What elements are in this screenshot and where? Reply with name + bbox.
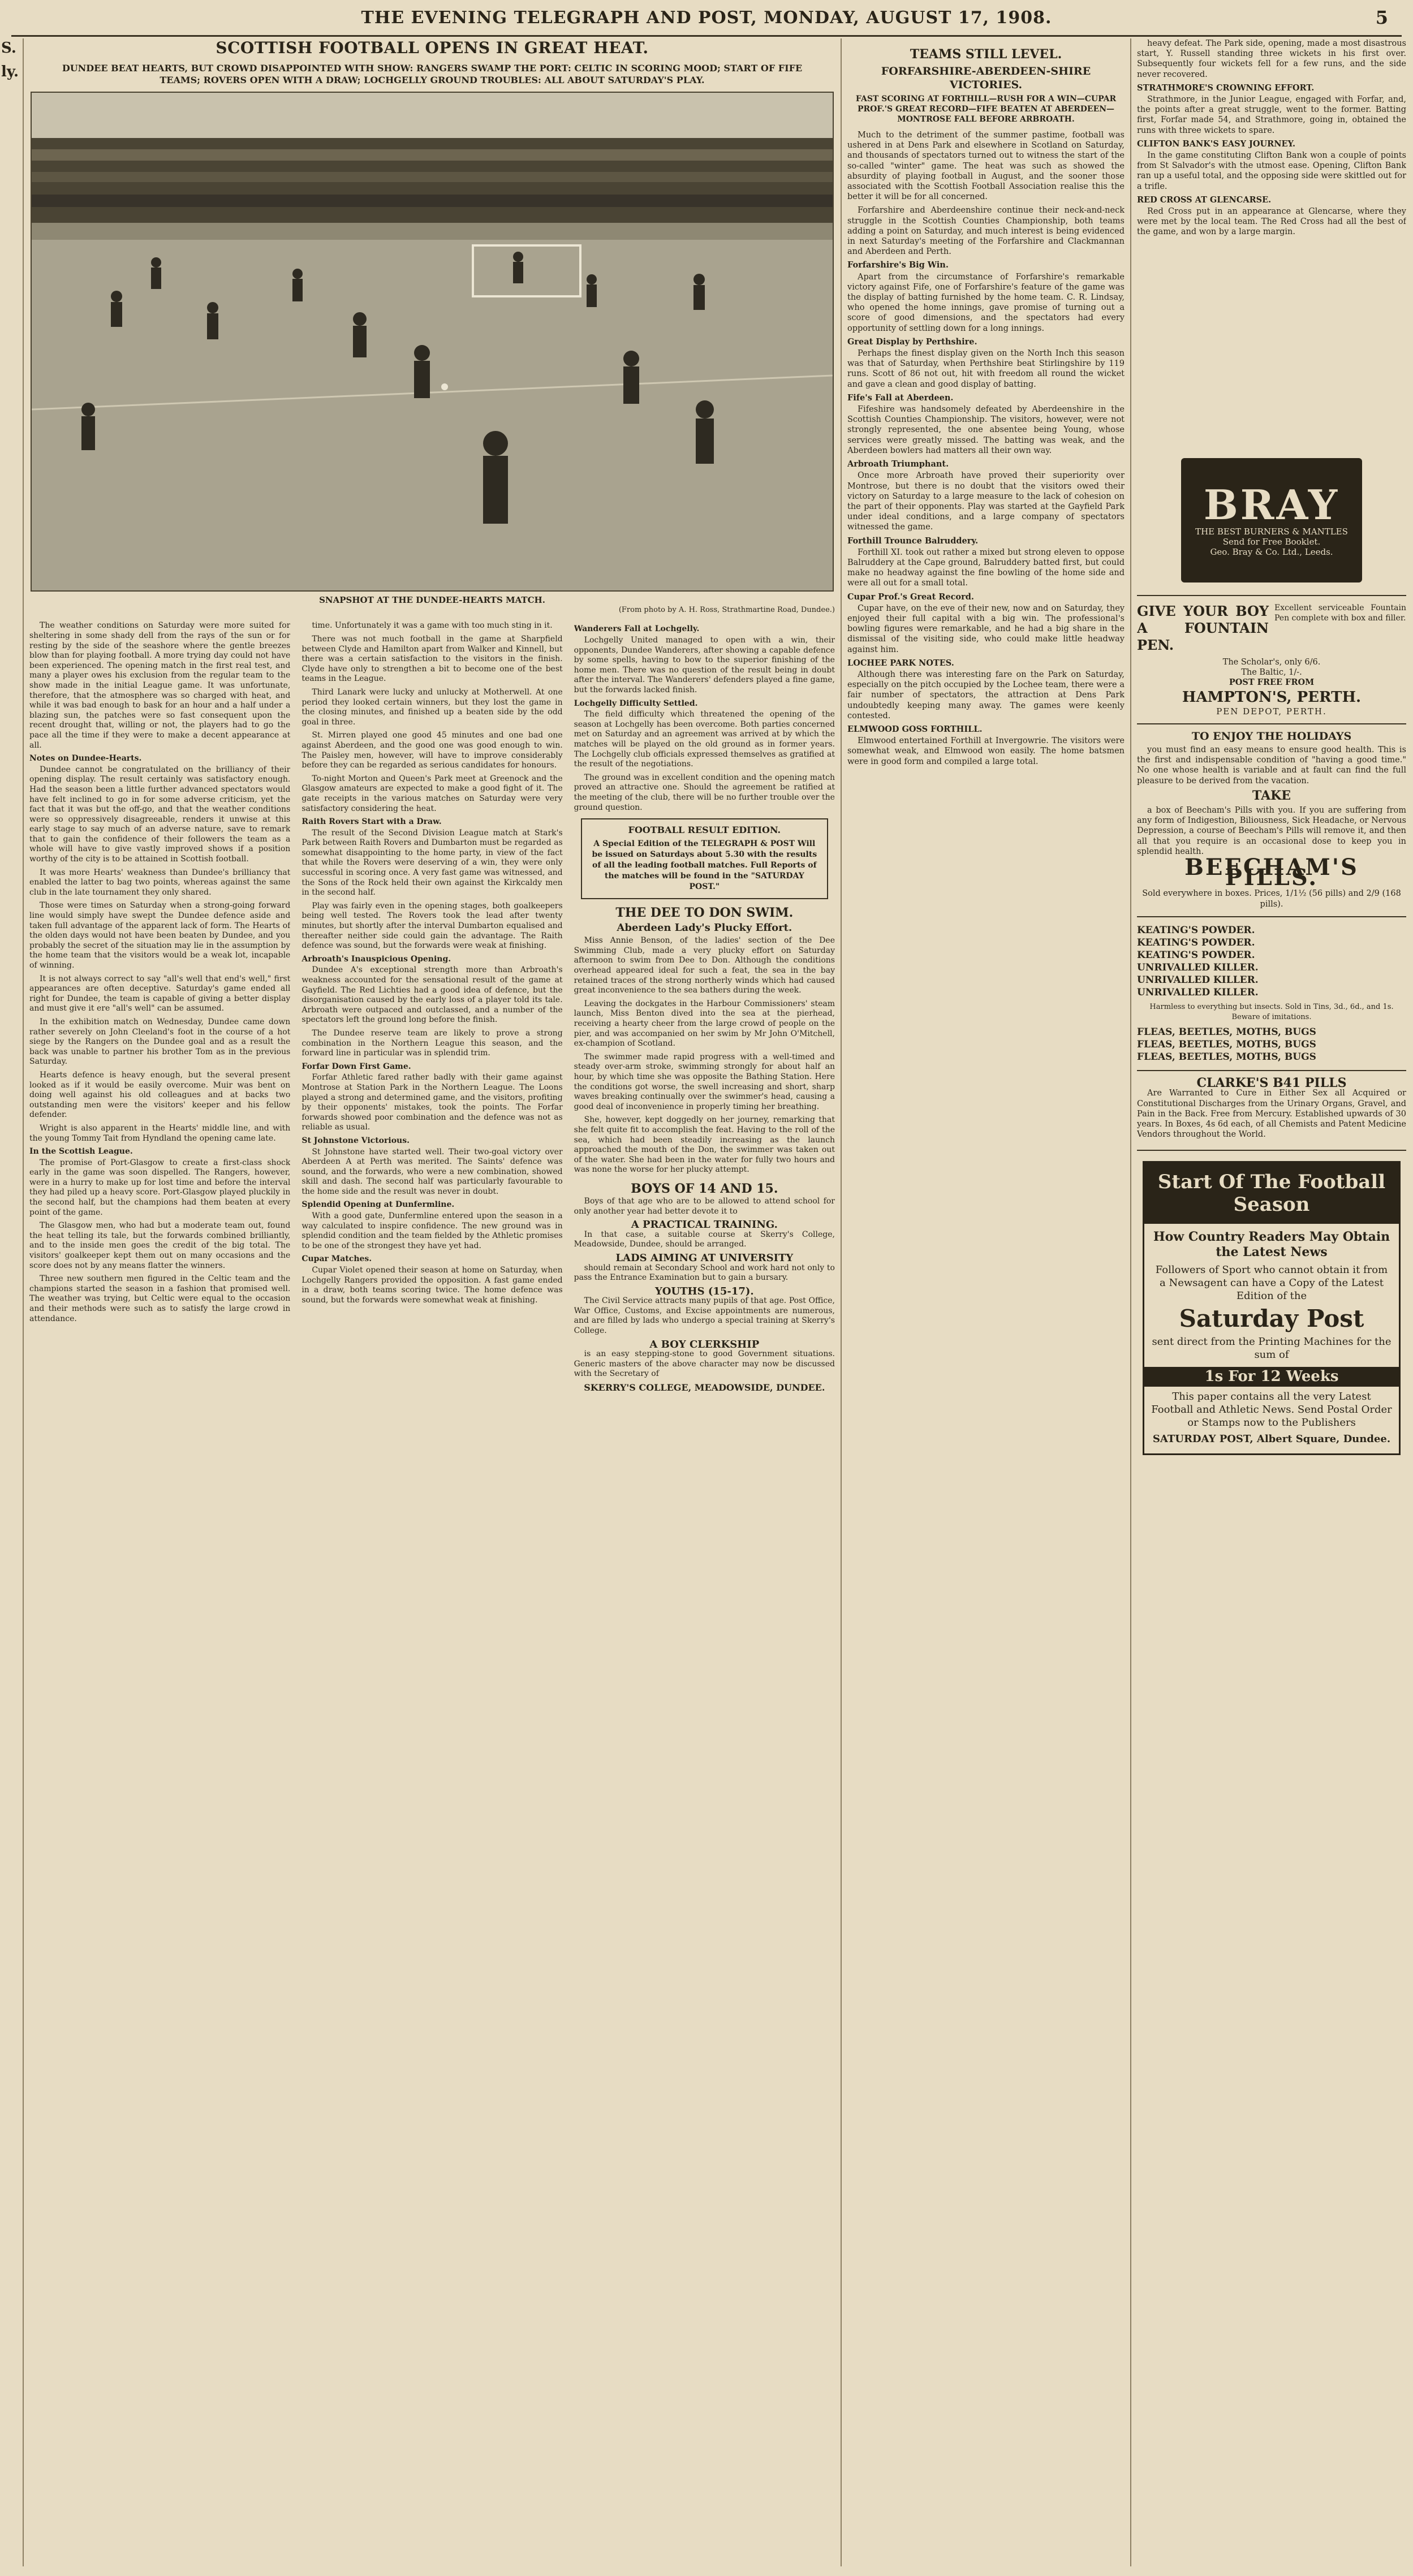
article-paragraph: Forthill XI. took out rather a mixed but strong eleven to oppose Balruddery at the Cape ground, Balruddery batted first, but could make no headway against the fine bowling of the home side and were all out for a small total. bbox=[847, 547, 1125, 588]
fountain-pen-ad bbox=[1137, 596, 1406, 724]
saturday-post-body1: Followers of Sport who cannot obtain it from a Newsagent can have a Copy of the Latest Edition of the bbox=[1155, 1264, 1388, 1302]
university-para: should remain at Secondary School and work hard not only to pass the Entrance Examination but to gain a bursary. bbox=[574, 1263, 835, 1283]
section-subhead: RED CROSS AT GLENCARSE. bbox=[1137, 195, 1272, 205]
bray-line2: Send for Free Booklet. bbox=[1222, 537, 1321, 547]
right-column bbox=[1137, 38, 1406, 2566]
pen-ad-name: The Scholar's, only 6/6. bbox=[1222, 658, 1321, 667]
article-paragraph: Lochgelly United managed to open with a win, their opponents, Dundee Wanderers, after showing a capable defence by some spells, having to bow to the superior finishing of the home men. There was no question of the result being in doubt after the interval. The Wanderers' defenders played a fine game, but the forwards lacked finish. bbox=[574, 636, 835, 694]
main-story bbox=[29, 38, 835, 2566]
pen-ad-shop: HAMPTON'S, PERTH. bbox=[1182, 688, 1362, 706]
page-number: 5 bbox=[1375, 7, 1388, 28]
keating-line: UNRIVALLED KILLER. bbox=[1137, 986, 1259, 998]
article-paragraph: The field difficulty which threatened the opening of the season at Lochgelly has been overcome. Both parties concerned met on Saturday and an agreement was arrived at by which the matches will be played on the old ground as in former years. The Lochgelly club officials expressed themselves as gratified at the result of the negotiations. bbox=[574, 710, 835, 769]
saturday-post-price: 1s For 12 Weeks bbox=[1144, 1367, 1399, 1386]
article-paragraph: time. Unfortunately it was a game with too much sting in it. bbox=[312, 621, 553, 631]
swim-subhead: Aberdeen Lady's Plucky Effort. bbox=[617, 921, 792, 934]
article-paragraph: Dundee A's exceptional strength more than Arbroath's weakness accounted for the sensational result of the game at Gayfield. The Red Lichties had a good idea of defence, but the disorganisation caused by the early loss of a player told its tale. Arbroath were outpaced and outclassed, and a number of the spectators left the ground long before the finish. bbox=[301, 965, 563, 1025]
article-paragraph: Much to the detriment of the summer pastime, football was ushered in at Dens Park and elsewhere in Scotland on Saturday, and thousands of spectators turned out to witness the start of the so-called "winter" game. The heat was such as showed the absurdity of playing football in August, and the sooner those associated with the Scottish Football Association realise this the better it will be for all concerned. bbox=[847, 131, 1125, 202]
article-paragraph: St Johnstone have started well. Their two-goal victory over Aberdeen A at Perth was merited. The Saints' defence was sound, and the forwards, who were a new combination, showed skill and dash. The second half was particularly favourable to the home side and the result was never in doubt. bbox=[301, 1147, 563, 1196]
section-subhead: Forthill Trounce Balruddery. bbox=[847, 536, 979, 546]
bray-line1: THE BEST BURNERS & MANTLES bbox=[1195, 527, 1348, 537]
match-photo bbox=[31, 92, 834, 592]
article-paragraph: heavy defeat. The Park side, opening, made a most disastrous start, Y. Russell standing three wickets in his first over. Subsequently four wickets fell for a few runs, and the side never recovered. bbox=[1137, 39, 1406, 79]
article-paragraph: The promise of Port-Glasgow to create a first-class shock early in the game was soon dispelled. The Rangers, however, were in a hurry to make up for lost time and before the interval they had piled up a heavy score. Port-Glasgow played pluckily in the second half, but the champions had them beaten at every point of the game. bbox=[29, 1158, 291, 1217]
article-paragraph: The ground was in excellent condition and the opening match proved an attractive one. Should the agreement be ratified at the meeting of the club, there will be no further trouble over the ground question. bbox=[574, 773, 835, 812]
article-paragraph: Third Lanark were lucky and unlucky at Motherwell. At one period they looked certain winners, but they lost the game in the closing minutes, and finished up a beaten side by the odd goal in three. bbox=[301, 687, 563, 727]
pen-ad-alt: The Baltic, 1/-. bbox=[1241, 668, 1302, 678]
swim-paragraph: Leaving the dockgates in the Harbour Commissioners' steam launch, Miss Benton dived into the sea at the pierhead, receiving a hearty cheer from the large crowd of people on the pier, and was accompanied on her swim by Mr John O'Mitchell, ex-champion of Scotland. bbox=[574, 999, 835, 1048]
beecham-take: TAKE bbox=[1252, 788, 1291, 803]
column-rule bbox=[841, 38, 842, 2566]
main-story-col-2 bbox=[301, 621, 562, 2510]
training-para: In that case, a suitable course at Skerry's College, Meadowside, Dundee, should be arranged. bbox=[574, 1229, 835, 1249]
article-paragraph: The result of the Second Division League match at Stark's Park between Raith Rovers and Dumbarton must be regarded as somewhat disappointing to the home party, in view of the fact that while the Rovers were deserving of a win, they were only successful in scoring once. A very fast game was witnessed, and the Sons of the Rock held their own against the Kirkcaldy men in the second half. bbox=[301, 828, 563, 897]
column-rule bbox=[23, 38, 24, 2566]
section-subhead: St Johnstone Victorious. bbox=[301, 1136, 410, 1145]
article-paragraph: With a good gate, Dunfermline entered upon the season in a way calculated to inspire confidence. The new ground was in splendid condition and the team fielded by the Athletic promises to be one of the strongest they have yet had. bbox=[301, 1211, 563, 1250]
saturday-post-body2: sent direct from the Printing Machines for the sum of bbox=[1152, 1336, 1392, 1361]
boys-headline: BOYS OF 14 AND 15. bbox=[631, 1181, 778, 1196]
article-paragraph: The Glasgow men, who had but a moderate team out, found the heat telling its tale, but the forwards combined brilliantly, and to the inside men goes the credit of the big total. The visitors' goalkeeper kept them out on many occasions and the score does not by any means flatter the winners. bbox=[29, 1221, 291, 1270]
article-paragraph: Play was fairly even in the opening stages, both goalkeepers being well tested. The Rovers took the lead after twenty minutes, but shortly after the interval Dumbarton equalised and thereafter neither side could gain the advantage. The Raith defence was sound, but the forwards were weak at finishing. bbox=[301, 901, 563, 951]
article-paragraph: Forfar Athletic fared rather badly with their game against Montrose at Station Park in the Northern League. The Loons played a strong and determined game, and the visitors, profiting by their opponents' mistakes, took the points. The Forfar forwards showed poor combination and the defence was not as reliable as usual. bbox=[301, 1073, 563, 1132]
article-paragraph: Although there was interesting fare on the Park on Saturday, especially on the pitch occupied by the Lochee team, there were a fair number of spectators, the attraction at Dens Park undoubtedly keeping many away. The games were keenly contested. bbox=[847, 670, 1125, 720]
section-subhead: Raith Rovers Start with a Draw. bbox=[301, 817, 442, 827]
keating-line: KEATING'S POWDER. bbox=[1137, 949, 1255, 961]
youths-para: The Civil Service attracts many pupils of that age. Post Office, War Office, Customs, and Excise appointments are numerous, and are filled by lads who undergo a special training at Skerry's College. bbox=[574, 1296, 835, 1336]
column-rule bbox=[1130, 38, 1131, 2566]
pests-line: FLEAS, BEETLES, MOTHS, BUGS bbox=[1137, 1039, 1316, 1051]
beecham-para-2: a box of Beecham's Pills with you. If you are suffering from any form of Indigestion, Biliousness, Sick Headache, or Nervous Depression, a course of Beecham's Pills will remove it, and then all that you require is an occasional dose to keep you in splendid health. bbox=[1137, 806, 1406, 856]
article-paragraph: It is not always correct to say "all's well that end's well," first appearances are often deceptive. Saturday's game ended all right for Dundee, the team is capable of giving a better display and must give it ere "all's well" can be assumed. bbox=[29, 974, 291, 1013]
edge-fragment: S. bbox=[1, 40, 16, 57]
pen-ad-desc: Excellent serviceable Fountain Pen complete with box and filler. bbox=[1274, 603, 1406, 623]
section-subhead: Arbroath's Inauspicious Opening. bbox=[301, 954, 451, 964]
section-subhead: Fife's Fall at Aberdeen. bbox=[847, 392, 954, 403]
article-paragraph: The weather conditions on Saturday were more suited for sheltering in some shady dell from the rays of the sun or for resting by the side of the seashore where the gentle breezes blow than for playing football. A more trying day could not have been experienced. The opening match in the first real test, and many a player owes his exclusion from the regular team to the show made in the initial League game. It was unfortunate, therefore, that the atmosphere was so charged with heat, and while it was bad enough to bask for an hour and a half under a blazing sun, the patches were so fast consequent upon the recent drought that, willing or not, the players had to go the pace all the time if they were to make a decent appearance at all. bbox=[29, 621, 291, 750]
photo-caption: SNAPSHOT AT THE DUNDEE-HEARTS MATCH. bbox=[319, 595, 545, 605]
article-paragraph: Once more Arbroath have proved their superiority over Montrose, but there is no doubt that the visitors owed their victory on Saturday to a large measure to the lack of cohesion on the part of their opponents. Play was started at the Gayfield Park under ideal conditions, and a large company of spectators witnessed the game. bbox=[847, 471, 1125, 532]
result-box-body: A Special Edition of the TELEGRAPH & POST Will be issued on Saturdays about 5.30 with the results of all the leading football matches. Full Reports of the matches will be found in the "SATURDAY POST." bbox=[592, 839, 817, 891]
teams-story bbox=[847, 38, 1125, 2566]
photo-credit: (From photo by A. H. Ross, Strathmartine Road, Dundee.) bbox=[618, 606, 835, 615]
article-paragraph: Cupar have, on the eve of their new, now and on Saturday, they enjoyed their full capital with a big win. The professional's bowling figures were remarkable, and he had a big share in the dismissal of the visiting side, who could make little headway against him. bbox=[847, 603, 1125, 654]
main-subhead: DUNDEE BEAT HEARTS, BUT CROWD DISAPPOINTED WITH SHOW: RANGERS SWAMP THE PORT: CELTIC IN SCORING MOOD; START OF FIFE TEAMS; ROVERS OPEN WITH A DRAW; LOCHGELLY GROUND TROUBLES: ALL ABOUT SATURDAY'S PLAY. bbox=[62, 63, 803, 85]
article-paragraph: Cupar Violet opened their season at home on Saturday, when Lochgelly Rangers provided the opposition. A fast game ended in a draw, both teams scoring twice. The home defence was sound, but the forwards were somewhat weak at finishing. bbox=[301, 1266, 563, 1305]
section-subhead: Lochgelly Difficulty Settled. bbox=[574, 698, 698, 708]
match-photo-drawing bbox=[32, 93, 833, 590]
bray-ad bbox=[1137, 446, 1406, 596]
pests-line: FLEAS, BEETLES, MOTHS, BUGS bbox=[1137, 1051, 1316, 1063]
saturday-post-paper: Saturday Post bbox=[1179, 1305, 1364, 1333]
keating-note: Harmless to everything but insects. Sold in Tins, 3d., 6d., and 1s. Beware of imitations. bbox=[1149, 1002, 1394, 1022]
article-paragraph: The Dundee reserve team are likely to prove a strong combination in the Northern League this season, and the forward line in particular was in splendid trim. bbox=[301, 1028, 563, 1058]
article-paragraph: To-night Morton and Queen's Park meet at Greenock and the Glasgow amateurs are expected to make a good fight of it. The gate receipts in the various matches on Saturday were very satisfactory considering the heat. bbox=[301, 774, 563, 813]
section-subhead: Cupar Matches. bbox=[301, 1254, 372, 1264]
section-subhead: Notes on Dundee-Hearts. bbox=[29, 754, 142, 763]
clarke-ad bbox=[1137, 1071, 1406, 1151]
pen-ad-dept: PEN DEPOT, PERTH. bbox=[1216, 706, 1327, 717]
main-headline: SCOTTISH FOOTBALL OPENS IN GREAT HEAT. bbox=[216, 38, 649, 57]
beecham-brand: BEECHAM'S PILLS. bbox=[1184, 854, 1359, 891]
keating-ad bbox=[1137, 917, 1406, 1071]
pests-line: FLEAS, BEETLES, MOTHS, BUGS bbox=[1137, 1026, 1316, 1038]
article-paragraph: Hearts defence is heavy enough, but the several present looked as if it would be easily overcome. Muir was bent on doing well against his old colleagues and at backs two outstanding men were the visitors' keeper and his fellow defender. bbox=[29, 1070, 291, 1120]
keating-line: UNRIVALLED KILLER. bbox=[1137, 974, 1259, 986]
article-paragraph: Strathmore, in the Junior League, engaged with Forfar, and, the points after a great struggle, went to the former. Batting first, Forfar made 54, and Strathmore, going in, obtained the runs with three wickets to spare. bbox=[1137, 95, 1406, 135]
section-subhead: Wanderers Fall at Lochgelly. bbox=[574, 624, 700, 634]
article-paragraph: Perhaps the finest display given on the North Inch this season was that of Saturday, when Perthshire beat Stirlingshire by 119 runs. Scott of 86 not out, hit with freedom all round the wicket and gave a clean and good display of batting. bbox=[847, 349, 1125, 389]
bray-logo-panel bbox=[1181, 458, 1362, 582]
training-headline: A PRACTICAL TRAINING. bbox=[631, 1219, 778, 1231]
pen-ad-headline: GIVE YOUR BOY A FOUNTAIN PEN. bbox=[1137, 603, 1269, 653]
swim-headline: THE DEE TO DON SWIM. bbox=[615, 905, 794, 920]
article-paragraph: St. Mirren played one good 45 minutes and one bad one against Aberdeen, and the good one was good enough to win. The Paisley men, however, will have to improve considerably before they can be regarded as serious candidates for honours. bbox=[301, 731, 563, 770]
main-story-columns bbox=[29, 621, 835, 2510]
section-subhead: Arbroath Triumphant. bbox=[847, 459, 949, 469]
beecham-sold: Sold everywhere in boxes. Prices, 1/1½ (56 pills) and 2/9 (168 pills). bbox=[1142, 889, 1401, 909]
teams-lead: FAST SCORING AT FORTHILL—RUSH FOR A WIN—CUPAR PROF.'S GREAT RECORD—FIFE BEATEN AT ABERDEEN—MONTROSE FALL BEFORE ARBROATH. bbox=[855, 94, 1117, 124]
article-paragraph: It was more Hearts' weakness than Dundee's brilliancy that enabled the latter to bag two points, whereas against the same club in the late tournament they only shared. bbox=[29, 868, 291, 897]
section-subhead: LOCHEE PARK NOTES. bbox=[847, 658, 954, 668]
beecham-ad bbox=[1137, 724, 1406, 917]
section-subhead: ELMWOOD GOSS FORTHILL. bbox=[847, 724, 983, 734]
article-paragraph: Red Cross put in an appearance at Glencarse, where they were met by the local team. The Red Cross had all the best of the game, and won by a large margin. bbox=[1137, 207, 1406, 237]
teams-headline: TEAMS STILL LEVEL. bbox=[910, 47, 1062, 62]
bray-logo: BRAY bbox=[1203, 481, 1340, 529]
masthead bbox=[11, 0, 1402, 37]
section-subhead: CLIFTON BANK'S EASY JOURNEY. bbox=[1137, 139, 1296, 149]
saturday-post-top: Start Of The Football Season bbox=[1144, 1163, 1399, 1224]
article-paragraph: Elmwood entertained Forthill at Invergowrie. The visitors were somewhat weak, and Elmwood won easily. The home batsmen were in good form and compiled a large total. bbox=[847, 736, 1125, 766]
university-headline: LADS AIMING AT UNIVERSITY bbox=[615, 1252, 794, 1264]
saturday-post-ad bbox=[1143, 1161, 1401, 1455]
section-subhead: Cupar Prof.'s Great Record. bbox=[847, 592, 974, 602]
result-box-title: FOOTBALL RESULT EDITION. bbox=[628, 825, 781, 836]
main-story-col-1 bbox=[29, 621, 290, 2510]
section-subhead: In the Scottish League. bbox=[29, 1147, 133, 1157]
main-story-col-3 bbox=[574, 621, 835, 2510]
bray-line3: Geo. Bray & Co. Ltd., Leeds. bbox=[1210, 547, 1333, 557]
clarke-body: Are Warranted to Cure in Either Sex all Acquired or Constitutional Discharges from the Urinary Organs, Gravel, and Pain in the Back. Free from Mercury. Established upwards of 30 years. In Boxes, 4s 6d each, of all Chemists and Patent Medicine Vendors throughout the World. bbox=[1137, 1089, 1406, 1140]
youths-headline: YOUTHS (15-17). bbox=[654, 1285, 754, 1297]
keating-line: KEATING'S POWDER. bbox=[1137, 937, 1255, 948]
skerry-college-address: SKERRY'S COLLEGE, MEADOWSIDE, DUNDEE. bbox=[584, 1382, 825, 1393]
saturday-post-body3: This paper contains all the very Latest Football and Athletic News. Send Postal Order or Stamps now to the Publishers bbox=[1151, 1390, 1392, 1429]
keating-line: UNRIVALLED KILLER. bbox=[1137, 961, 1259, 973]
teams-subhead: FORFARSHIRE-ABERDEEN-SHIRE VICTORIES. bbox=[881, 65, 1091, 91]
section-subhead: Forfar Down First Game. bbox=[301, 1062, 411, 1071]
swim-paragraph: Miss Annie Benson, of the ladies' section of the Dee Swimming Club, made a very plucky effort on Saturday afternoon to swim from Dee to Don. Although the conditions overhead appeared ideal for such a feat, the sea in the bay retained traces of the strong northerly winds which had caused great inconvenience to the sea bathers during the week. bbox=[574, 936, 835, 995]
article-paragraph: In the exhibition match on Wednesday, Dundee came down rather severely on John Cleeland's foot in the course of a hot siege by the Rangers on the Dundee goal and as a result the back was unable to partner his brother Tom as in the previous Saturday. bbox=[29, 1017, 291, 1067]
article-paragraph: Apart from the circumstance of Forfarshire's remarkable victory against Fife, one of Forfarshire's feature of the game was the display of batting furnished by the home team. C. R. Lindsay, who opened the home innings, gave promise of turning out a score of good dimensions, and the spectators had every opportunity of settling down for a long innings. bbox=[847, 272, 1125, 333]
swim-paragraph: The swimmer made rapid progress with a well-timed and steady over-arm stroke, swimming strongly for about half an hour, by which time she was opposite the Bathing Station. Here the conditions got worse, the swell increasing and short, sharp waves breaking continually over the swimmer's head, causing a good deal of inconvenience in properly timing her breathing. bbox=[574, 1052, 835, 1111]
masthead-title: THE EVENING TELEGRAPH AND POST, MONDAY, AUGUST 17, 1908. bbox=[361, 7, 1052, 28]
article-paragraph: Forfarshire and Aberdeenshire continue their neck-and-neck struggle in the Scottish Counties Championship, both teams adding a point on Saturday, and much interest is being evidenced in next Saturday's meeting of the Forfarshire and Clackmannan and Aberdeen and Perth. bbox=[847, 206, 1125, 257]
beecham-para-1: you must find an easy means to ensure good health. This is the first and indispensable condition of "having a good time." No one whose health is variable and at fault can find the full pleasure to be derived from the vacation. bbox=[1137, 745, 1406, 786]
result-edition-box bbox=[581, 818, 828, 899]
article-paragraph: In the game constituting Clifton Bank won a couple of points from St Salvador's with the utmost ease. Opening, Clifton Bank ran up a useful total, and the opposing side were skittled out for a trifle. bbox=[1137, 151, 1406, 191]
swim-paragraph: She, however, kept doggedly on her journey, remarking that she felt quite fit to accomplish the feat. Having to the roll of the sea, which had been steadily increasing as the launch approached the mouth of the Don, the swimmer was taken out of the water. She had been in the water for fully two hours and was none the worse for her plucky attempt. bbox=[574, 1115, 835, 1175]
article-paragraph: There was not much football in the game at Sharpfield between Clyde and Hamilton apart from Walker and Kinnell, but there was a certain satisfaction to the visitors in the finish. Clyde have only to strengthen a bit to become one of the best teams in the League. bbox=[301, 635, 563, 684]
article-paragraph: Those were times on Saturday when a strong-going forward line would simply have swept the Dundee defence aside and taken full advantage of the apparent lack of form. The Hearts of the olden days would not have been beaten by Dundee, and you probably the secret of the situation may lie in the assumption by the home team that the visitors would be a weak lot, incapable of winning. bbox=[29, 901, 291, 970]
section-subhead: STRATHMORE'S CROWNING EFFORT. bbox=[1137, 83, 1315, 93]
boys-para: Boys of that age who are to be allowed to attend school for only another year had better devote it to bbox=[574, 1196, 835, 1216]
pen-ad-free: POST FREE FROM bbox=[1229, 678, 1315, 688]
article-paragraph: Dundee cannot be congratulated on the brilliancy of their opening display. The result certainly was satisfactory enough. Had the season been a little further advanced spectators would have felt inclined to go in for some adverse criticism, yet the fact that it was but the off-go, and that the weather conditions were so oppressively disagreeable, renders it unwise at this early stage to say much of an adverse nature, save to remark that to gain the confidence of their followers the team as a whole will have to give vastly improved shows if a position worthy of the city is to be attained in Scottish football. bbox=[29, 765, 291, 864]
keating-line: KEATING'S POWDER. bbox=[1137, 924, 1255, 936]
section-subhead: Forfarshire's Big Win. bbox=[847, 260, 949, 270]
clarke-headline: CLARKE'S B41 PILLS bbox=[1196, 1076, 1347, 1091]
saturday-post-question: How Country Readers May Obtain the Latest News bbox=[1153, 1229, 1390, 1260]
clerkship-para: is an easy stepping-stone to good Government situations. Generic masters of the above character may now be discussed with the Secretary of bbox=[574, 1349, 835, 1379]
section-subhead: Great Display by Perthshire. bbox=[847, 336, 977, 347]
article-paragraph: Wright is also apparent in the Hearts' middle line, and with the young Tommy Tait from Hyndland the opening came late. bbox=[29, 1123, 291, 1143]
article-paragraph: Three new southern men figured in the Celtic team and the champions started the season in a fashion that promised well. The weather was trying, but Celtic were equal to the occasion and their methods were such as to satisfy the large crowd in attendance. bbox=[29, 1274, 291, 1323]
edge-fragment: ly. bbox=[1, 63, 19, 80]
saturday-post-address: SATURDAY POST, Albert Square, Dundee. bbox=[1152, 1432, 1391, 1445]
article-paragraph: Fifeshire was handsomely defeated by Aberdeenshire in the Scottish Counties Championship. The visitors, however, were not strongly represented, the one absentee being Young, whose services were greatly missed. The batting was weak, and the Aberdeen bowlers had matters all their own way. bbox=[847, 405, 1125, 455]
beecham-headline: TO ENJOY THE HOLIDAYS bbox=[1191, 730, 1352, 743]
clerkship-headline: A BOY CLERKSHIP bbox=[649, 1338, 760, 1350]
section-subhead: Splendid Opening at Dunfermline. bbox=[301, 1200, 455, 1210]
